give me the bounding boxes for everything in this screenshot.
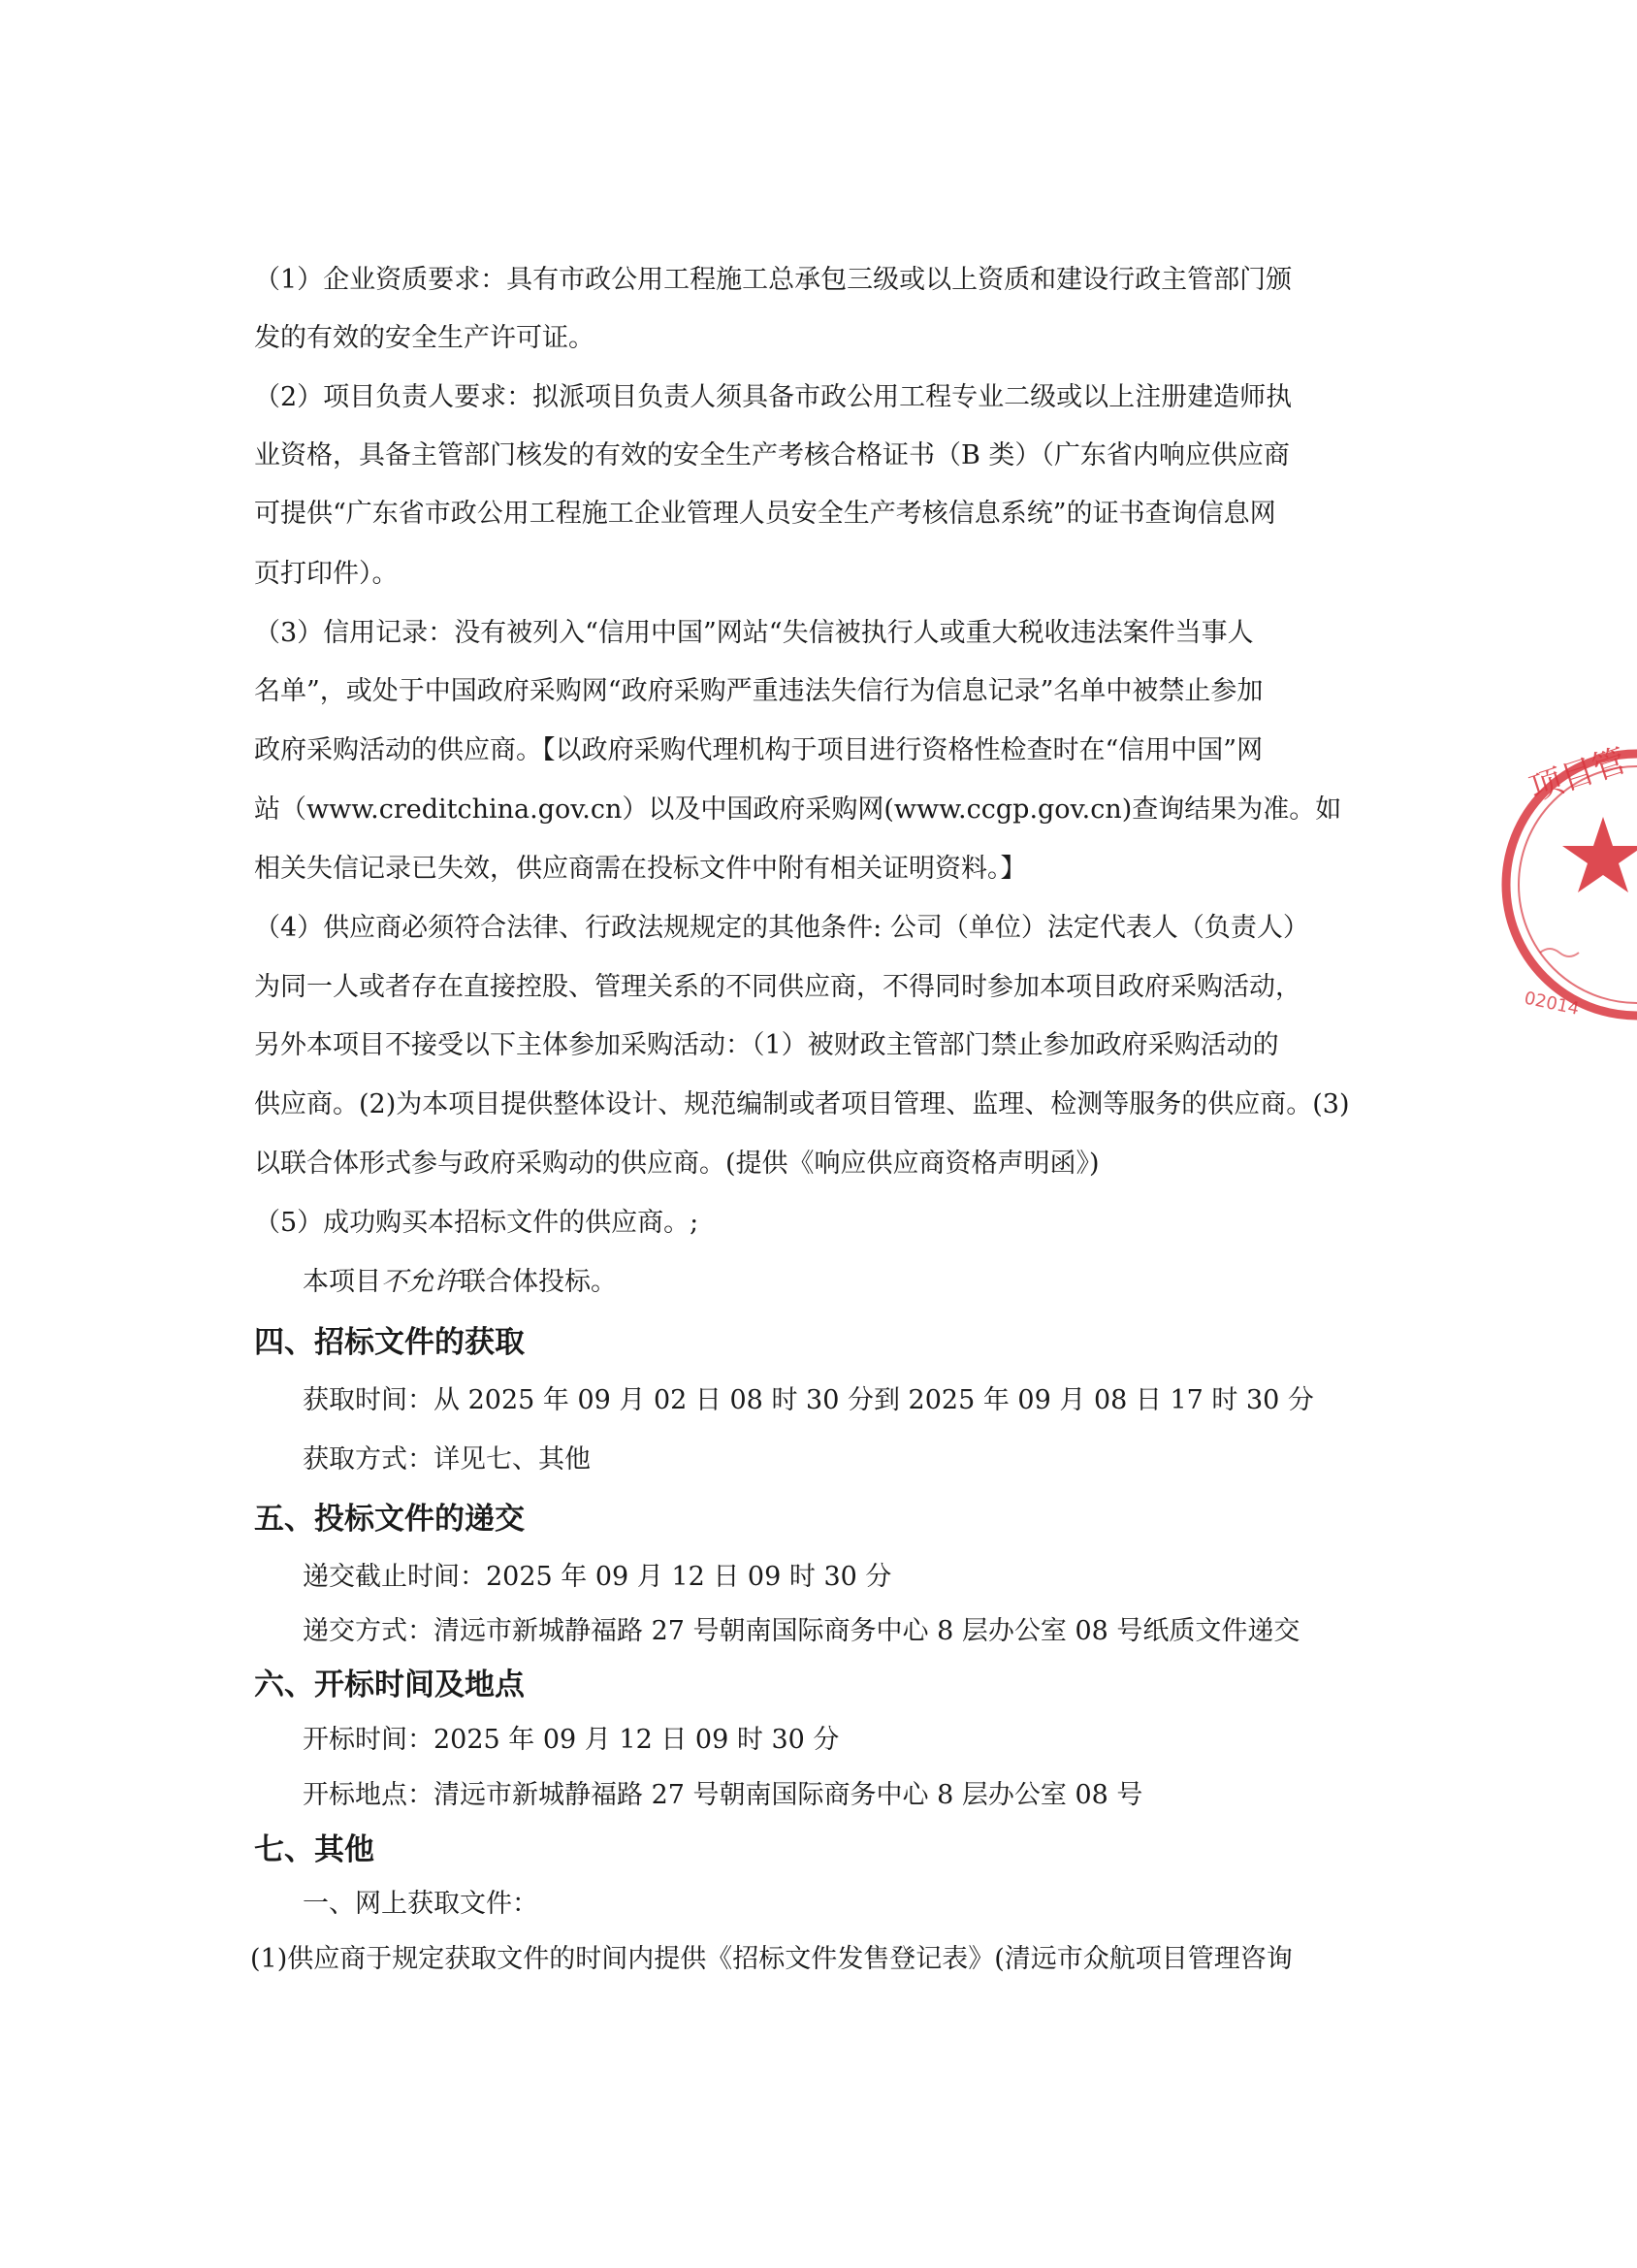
qualification-item-1-line-2: 发的有效的安全生产许可证。	[254, 323, 594, 353]
obtain-time: 获取时间：从 2025 年 09 月 02 日 08 时 30 分到 2025 年 09 月 08 日 17 时 30 分	[303, 1385, 1314, 1415]
qualification-item-2-line-4: 页打印件）。	[254, 559, 399, 589]
obtain-method: 获取方式：详见七、其他	[303, 1444, 591, 1474]
submit-method: 递交方式：清远市新城静福路 27 号朝南国际商务中心 8 层办公室 08 号纸质文件递交	[303, 1616, 1300, 1646]
qualification-item-4-line-1: （4）供应商必须符合法律、行政法规规定的其他条件: 公司（单位）法定代表人（负责人）	[254, 913, 1309, 943]
qualification-item-2-line-2: 业资格，具备主管部门核发的有效的安全生产考核合格证书（B 类）（广东省内响应供应商	[254, 440, 1290, 470]
qualification-item-2-line-3: 可提供“广东省市政公用工程施工企业管理人员安全生产考核信息系统”的证书查询信息网	[254, 499, 1276, 529]
seal-star-icon	[1562, 817, 1637, 892]
qualification-item-4-line-4: 供应商。(2)为本项目提供整体设计、规范编制或者项目管理、监理、检测等服务的供应商。(3)	[254, 1089, 1350, 1119]
seal-text-top: 项目管	[1525, 741, 1631, 809]
qualification-item-5: （5）成功购买本招标文件的供应商。;	[254, 1208, 699, 1238]
qualification-item-4-line-5: 以联合体形式参与政府采购动的供应商。(提供《响应供应商资格声明函》)	[254, 1149, 1100, 1179]
opening-time: 开标时间：2025 年 09 月 12 日 09 时 30 分	[303, 1725, 840, 1755]
section-heading-opening: 六、开标时间及地点	[254, 1668, 525, 1702]
qualification-item-2-line-1: （2）项目负责人要求：拟派项目负责人须具备市政公用工程专业二级或以上注册建造师执	[254, 382, 1293, 412]
qualification-item-4-line-3: 另外本项目不接受以下主体参加采购活动：（1）被财政主管部门禁止参加政府采购活动的	[254, 1030, 1279, 1060]
section-heading-obtain: 四、招标文件的获取	[254, 1325, 525, 1360]
qualification-item-3-line-2: 名单”，或处于中国政府采购网“政府采购严重违法失信行为信息记录”名单中被禁止参加	[254, 676, 1264, 706]
section-heading-submit: 五、投标文件的递交	[254, 1502, 525, 1537]
joint-bid-suffix: 联合体投标。	[460, 1267, 617, 1297]
joint-bid-note	[303, 1263, 1389, 1302]
joint-bid-not-allowed: 不允许	[381, 1267, 460, 1297]
company-seal-stamp	[1501, 720, 1637, 1050]
qualification-item-3-line-5: 相关失信记录已失效，供应商需在投标文件中附有相关证明资料。】	[254, 854, 1027, 884]
submit-deadline: 递交截止时间：2025 年 09 月 12 日 09 时 30 分	[303, 1562, 892, 1592]
qualification-item-4-line-2: 为同一人或者存在直接控股、管理关系的不同供应商，不得同时参加本项目政府采购活动，	[254, 972, 1301, 1002]
qualification-item-3-line-1: （3）信用记录：没有被列入“信用中国”网站“失信被执行人或重大税收违法案件当事人	[254, 618, 1254, 648]
seal-texture	[1540, 949, 1579, 956]
qualification-item-1-line-1: （1）企业资质要求：具有市政公用工程施工总承包三级或以上资质和建设行政主管部门颁	[254, 265, 1293, 295]
other-subheading-online: 一、网上获取文件：	[303, 1889, 538, 1919]
qualification-item-3-line-4: 站（www.creditchina.gov.cn）以及中国政府采购网(www.ccgp.gov.cn)查询结果为准。如	[254, 794, 1342, 825]
section-heading-other: 七、其他	[254, 1832, 374, 1867]
opening-place: 开标地点：清远市新城静福路 27 号朝南国际商务中心 8 层办公室 08 号	[303, 1780, 1143, 1810]
joint-bid-prefix: 本项目	[303, 1267, 381, 1297]
qualification-item-3-line-3: 政府采购活动的供应商。【以政府采购代理机构于项目进行资格性检查时在“信用中国”网	[254, 735, 1264, 765]
seal-number: 02014	[1522, 988, 1582, 1020]
other-item-1: (1)供应商于规定获取文件的时间内提供《招标文件发售登记表》(清远市众航项目管理咨询	[250, 1944, 1293, 1974]
